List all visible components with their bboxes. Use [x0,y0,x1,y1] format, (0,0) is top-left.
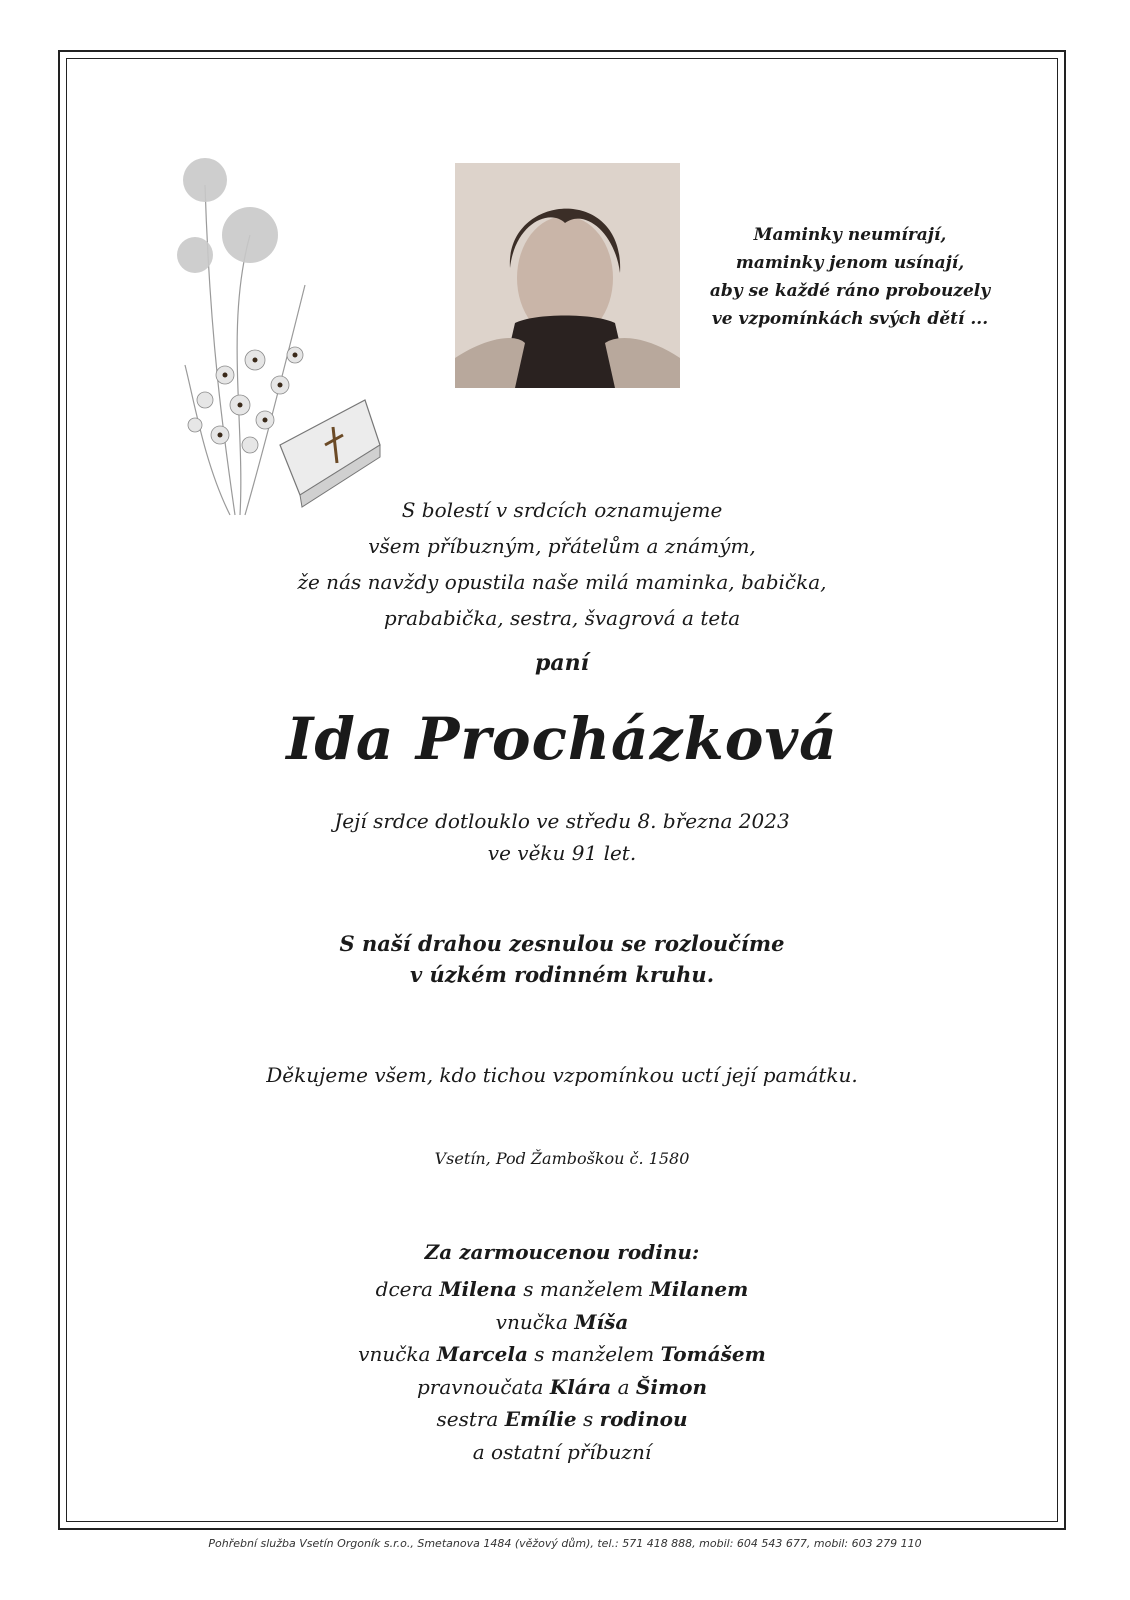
age-line: ve věku 91 let. [487,841,637,865]
motto-poem [700,221,1000,333]
thanks-line: Děkujeme všem, kdo tichou vzpomínkou uctí její památku. [266,1063,858,1087]
member-name: Emílie [504,1407,577,1431]
relation: s manželem [516,1277,650,1301]
family-member-row [66,1436,1058,1469]
family-member-row [66,1273,1058,1306]
death-info [66,805,1058,869]
motto-line: ve vzpomínkách svých dětí ... [711,309,989,329]
relation: a ostatní příbuzní [472,1439,652,1464]
relation: sestra [436,1407,505,1431]
floral-bouquet-illustration [165,145,395,525]
announcement [66,492,1058,636]
member-name: Marcela [436,1342,528,1366]
farewell-line: S naší drahou zesnulou se rozloučíme [339,931,785,956]
member-name: Tomášem [660,1342,766,1366]
member-name: Šimon [635,1374,707,1399]
member-name: Milanem [649,1277,749,1301]
address: Vsetín, Pod Žamboškou č. 1580 [434,1149,690,1168]
deceased-name: Ida Procházková [286,705,838,773]
relation: s [576,1407,600,1431]
farewell-line: v úzkém rodinném kruhu. [409,962,715,987]
family-member-row [66,1371,1058,1404]
announcement-line: že nás navždy opustila naše milá maminka, babička, [297,570,827,594]
member-name: Klára [549,1374,612,1399]
honorific: paní [535,650,589,676]
death-date-line: Její srdce dotlouklo ve středu 8. března 2023 [334,809,790,833]
family-member-row [66,1403,1058,1436]
announcement-line: všem příbuzným, přátelům a známým, [368,534,756,558]
motto-line: aby se každé ráno probouzely [709,281,991,301]
relation: vnučka [358,1342,437,1366]
member-name: Milena [439,1277,517,1301]
relation: dcera [375,1277,440,1301]
motto-line: Maminky neumírají, [753,225,947,245]
funeral-service-footer: Pohřební služba Vsetín Orgoník s.r.o., Smetanova 1484 (věžový dům), tel.: 571 418 888, mobil: 604 543 677, mobil: 603 279 110 [208,1537,922,1550]
relation: a [611,1374,636,1399]
family-list [66,1273,1058,1468]
member-name: rodinou [599,1407,688,1431]
farewell-notice [66,928,1058,990]
relation: s manželem [527,1342,661,1366]
relation: vnučka [495,1309,575,1334]
family-member-row [66,1306,1058,1339]
portrait-photo [455,163,680,388]
announcement-line: S bolestí v srdcích oznamujeme [401,498,723,522]
family-title: Za zarmoucenou rodinu: [424,1240,700,1264]
relation: pravnoučata [416,1374,550,1399]
announcement-line: prababička, sestra, švagrová a teta [383,606,741,630]
family-member-row [66,1338,1058,1371]
motto-line: maminky jenom usínají, [735,253,965,273]
member-name: Míša [574,1309,629,1334]
